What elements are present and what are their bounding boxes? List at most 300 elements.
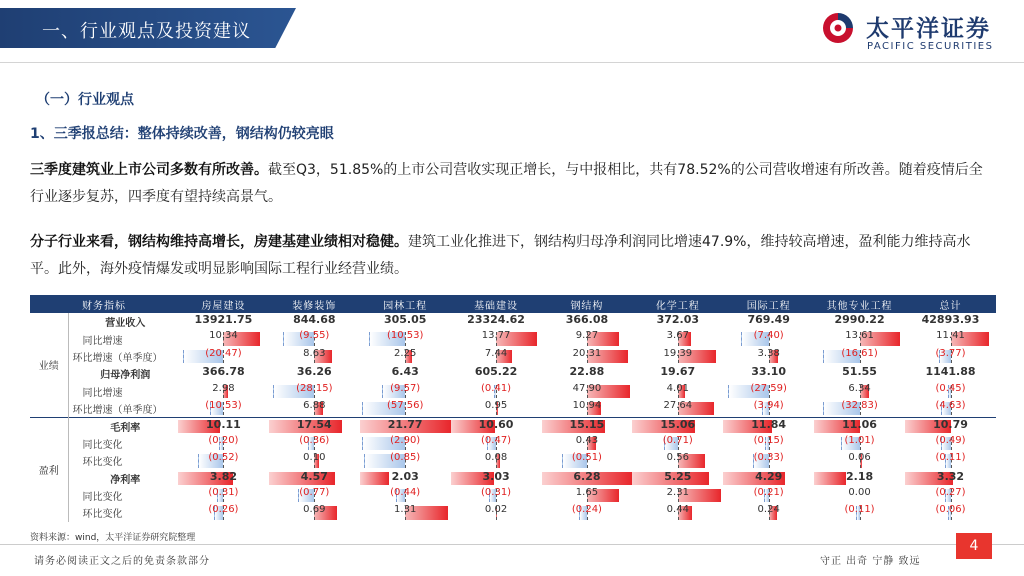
cell-value: (0.44) — [390, 486, 421, 498]
cell-value: 4.57 — [300, 469, 328, 483]
table-cell — [269, 435, 360, 452]
table-cell — [451, 400, 542, 417]
cell-content — [905, 418, 996, 435]
cell-content — [269, 383, 360, 400]
table-header-row — [30, 295, 996, 313]
footer-divider — [0, 544, 1024, 545]
cell-content — [632, 470, 723, 487]
table-cell — [360, 348, 451, 365]
cell-value: (0.71) — [662, 434, 693, 446]
cell-value: 21.77 — [387, 417, 423, 431]
paragraph-1-body: 截至Q3，51.85%的上市公司营收实现正增长，与中报相比，共有78.52%的公司营收增速有所改善。随着疫情后全行业逐步复苏，四季度有望持续高景气。 — [30, 162, 983, 205]
cell-value: 0.95 — [484, 399, 508, 411]
cell-value: 5.25 — [664, 469, 692, 483]
cell-value: 13.61 — [845, 330, 874, 342]
cell-value: (10.53) — [205, 399, 242, 411]
cell-value: (4.63) — [935, 399, 966, 411]
cell-content — [178, 330, 269, 347]
cell-value: 47.90 — [572, 382, 602, 394]
table-cell — [178, 400, 269, 417]
table-cell — [451, 365, 542, 382]
metric-label: 环比变化 — [82, 457, 123, 469]
cell-value: (0.85) — [390, 452, 421, 464]
cell-content — [905, 400, 996, 417]
table-header-cell: 其他专业工程 — [814, 295, 905, 313]
paragraph-1-lead: 三季度建筑业上市公司多数有所改善。 — [30, 162, 268, 178]
cell-content — [542, 383, 633, 400]
table-cell — [360, 313, 451, 330]
table-cell — [269, 365, 360, 382]
cell-content — [451, 418, 542, 435]
cell-content — [905, 487, 996, 504]
disclaimer-note: 请务必阅读正文之后的免责条款部分 — [34, 556, 210, 567]
table-cell — [360, 330, 451, 347]
table-cell — [360, 504, 451, 521]
table-cell — [814, 400, 905, 417]
cell-value: 0.43 — [575, 434, 599, 446]
cell-content — [178, 452, 269, 469]
table-cell — [542, 504, 633, 521]
cell-content — [632, 330, 723, 347]
cell-content — [451, 435, 542, 452]
cell-content — [905, 383, 996, 400]
table-cell — [451, 330, 542, 347]
cell-content — [542, 435, 633, 452]
table-row — [30, 504, 996, 521]
table-cell — [905, 400, 996, 417]
metric-label: 环比增速（单季度） — [72, 352, 163, 364]
cell-content — [451, 330, 542, 347]
cell-value: 0.44 — [666, 504, 689, 516]
cell-value: 9.27 — [575, 330, 599, 342]
table-cell — [905, 365, 996, 382]
cell-value: 51.55 — [842, 365, 877, 379]
table-row — [30, 400, 996, 417]
company-motto: 守正 出奇 宁静 致远 — [820, 556, 921, 567]
cell-value: (28.15) — [296, 382, 333, 394]
table-cell — [632, 365, 723, 382]
table-cell — [723, 417, 814, 434]
cell-content — [542, 330, 633, 347]
financial-table — [30, 295, 996, 522]
table-cell — [723, 383, 814, 400]
cell-content — [451, 487, 542, 504]
table-cell — [542, 435, 633, 452]
cell-content — [269, 313, 360, 330]
table-cell — [905, 417, 996, 434]
table-cell — [723, 487, 814, 504]
table-row — [30, 313, 996, 330]
table-cell — [178, 383, 269, 400]
table-cell — [360, 487, 451, 504]
cell-content — [723, 418, 814, 435]
cell-content — [632, 487, 723, 504]
cell-content — [814, 383, 905, 400]
table-cell — [542, 348, 633, 365]
metric-label: 环比变化 — [82, 509, 123, 521]
cell-content — [269, 348, 360, 365]
cell-value: (0.27) — [935, 486, 966, 498]
cell-value: 3.03 — [482, 469, 510, 483]
cell-value: (0.11) — [844, 504, 875, 516]
table-cell — [269, 504, 360, 521]
cell-value: 6.28 — [573, 469, 601, 483]
cell-content — [814, 470, 905, 487]
logo-english-name: PACIFIC SECURITIES — [867, 41, 994, 52]
cell-value: (0.51) — [571, 452, 602, 464]
cell-value: 23324.62 — [467, 313, 525, 326]
cell-value: 1.65 — [575, 486, 599, 498]
cell-content — [905, 313, 996, 330]
cell-content — [360, 330, 451, 347]
cell-value: 10.79 — [933, 417, 968, 431]
cell-content — [723, 504, 814, 521]
table-cell — [178, 504, 269, 521]
table-cell — [269, 330, 360, 347]
table-cell — [451, 383, 542, 400]
cell-content — [632, 418, 723, 435]
cell-value: (0.36) — [299, 434, 330, 446]
cell-value: 0.06 — [848, 452, 871, 464]
cell-value: 11.84 — [751, 417, 787, 431]
cell-content — [451, 504, 542, 521]
table-row — [30, 435, 996, 452]
cell-value: (9.55) — [299, 330, 330, 342]
metric-label: 同比增速 — [82, 335, 123, 347]
cell-content — [814, 330, 905, 347]
table-header-cell: 房屋建设 — [178, 295, 269, 313]
cell-content — [632, 504, 723, 521]
cell-value: 2.25 — [394, 347, 417, 359]
cell-content — [723, 313, 814, 330]
cell-value: 4.29 — [755, 469, 783, 483]
table-cell — [269, 313, 360, 330]
table-cell — [360, 383, 451, 400]
cell-value: 27.64 — [663, 399, 693, 411]
table-cell — [178, 452, 269, 469]
cell-value: 0.24 — [757, 504, 780, 516]
cell-content — [723, 452, 814, 469]
cell-content — [723, 330, 814, 347]
cell-content — [178, 418, 269, 435]
table-row — [30, 348, 996, 365]
cell-value: 6.34 — [848, 382, 871, 394]
table-cell — [451, 435, 542, 452]
cell-value: 2.18 — [845, 469, 874, 483]
table-cell — [360, 435, 451, 452]
cell-value: (0.33) — [753, 452, 784, 464]
cell-value: 33.10 — [751, 365, 787, 379]
cell-value: 4.01 — [666, 382, 689, 394]
cell-value: 11.06 — [842, 417, 877, 431]
cell-value: 10.94 — [572, 399, 602, 411]
cell-content — [542, 452, 633, 469]
metric-label: 毛利率 — [68, 417, 178, 434]
cell-content — [269, 487, 360, 504]
cell-value: (0.77) — [299, 486, 330, 498]
table-cell — [814, 452, 905, 469]
table-cell — [360, 452, 451, 469]
cell-content — [814, 348, 905, 365]
cell-value: 6.43 — [391, 365, 419, 379]
table-cell — [542, 365, 633, 382]
cell-content — [542, 400, 633, 417]
cell-value: 2990.22 — [834, 313, 885, 326]
table-cell — [178, 330, 269, 347]
table-cell — [178, 435, 269, 452]
cell-content — [905, 452, 996, 469]
row-group-label: 业绩 — [30, 313, 68, 417]
cell-content — [814, 487, 905, 504]
cell-value: 8.63 — [303, 347, 326, 359]
table-row — [30, 452, 996, 469]
cell-value: (0.11) — [935, 452, 966, 464]
table-cell — [360, 400, 451, 417]
cell-value: 372.03 — [656, 313, 700, 326]
cell-value: 0.56 — [666, 452, 689, 464]
cell-value: 2.03 — [391, 469, 419, 483]
header-divider — [0, 62, 1024, 63]
table-header-cell: 化学工程 — [632, 295, 723, 313]
cell-value: (0.31) — [208, 486, 239, 498]
cell-value: 13921.75 — [194, 313, 253, 326]
cell-value: 605.22 — [474, 365, 518, 379]
cell-content — [542, 365, 633, 382]
table-row — [30, 383, 996, 400]
cell-content — [723, 383, 814, 400]
cell-content — [269, 452, 360, 469]
cell-content — [178, 365, 269, 382]
page-number: 4 — [956, 533, 992, 559]
cell-value: 19.39 — [663, 347, 693, 359]
table-cell — [905, 470, 996, 487]
company-logo — [820, 8, 1020, 54]
table-cell — [905, 383, 996, 400]
table-cell — [542, 417, 633, 434]
cell-content — [178, 383, 269, 400]
table-cell — [632, 313, 723, 330]
cell-value: (16.61) — [841, 347, 878, 359]
cell-content — [905, 470, 996, 487]
table-cell — [632, 330, 723, 347]
cell-content — [269, 504, 360, 521]
table-body — [30, 313, 996, 522]
cell-value: (0.20) — [208, 434, 239, 446]
table-cell — [542, 452, 633, 469]
cell-value: 366.78 — [202, 365, 245, 379]
table-header-cell: 装修装饰 — [269, 295, 360, 313]
table-cell — [814, 313, 905, 330]
cell-content — [814, 435, 905, 452]
table-cell — [723, 470, 814, 487]
cell-content — [723, 400, 814, 417]
table-cell — [269, 470, 360, 487]
cell-content — [360, 383, 451, 400]
table-cell — [632, 435, 723, 452]
table-cell — [632, 400, 723, 417]
table-row — [30, 330, 996, 347]
table-header-cell: 总计 — [905, 295, 996, 313]
cell-content — [360, 504, 451, 521]
cell-content — [269, 418, 360, 435]
table-cell — [360, 470, 451, 487]
row-group-label: 盈利 — [30, 417, 68, 521]
cell-content — [360, 470, 451, 487]
cell-value: 0.69 — [303, 504, 326, 516]
cell-content — [360, 365, 451, 382]
table-cell — [632, 487, 723, 504]
cell-value: 42893.93 — [921, 313, 980, 326]
cell-content — [632, 313, 723, 330]
table-cell — [905, 330, 996, 347]
cell-value: 3.32 — [936, 469, 965, 483]
metric-label: 营业收入 — [105, 318, 146, 330]
cell-content — [723, 470, 814, 487]
cell-value: (0.24) — [571, 504, 602, 516]
cell-content — [451, 452, 542, 469]
table-cell — [905, 348, 996, 365]
metric-label: 同比变化 — [82, 492, 123, 504]
table-cell — [451, 348, 542, 365]
table-cell — [451, 504, 542, 521]
cell-content — [178, 348, 269, 365]
cell-content — [178, 400, 269, 417]
table-cell — [451, 487, 542, 504]
table-cell — [814, 383, 905, 400]
cell-value: (3.94) — [753, 399, 784, 411]
cell-content — [360, 313, 451, 330]
paragraph-2-lead: 分子行业来看，钢结构维持高增长，房建基建业绩相对稳健。 — [30, 234, 408, 250]
table-cell — [542, 400, 633, 417]
paragraph-2 — [30, 229, 992, 283]
cell-content — [178, 435, 269, 452]
cell-value: 13.77 — [481, 330, 511, 342]
cell-content — [905, 348, 996, 365]
cell-content — [542, 487, 633, 504]
cell-value: 17.54 — [296, 417, 332, 431]
cell-value: (10.53) — [386, 330, 424, 342]
cell-value: (0.06) — [935, 504, 966, 516]
cell-content — [451, 348, 542, 365]
cell-content — [814, 313, 905, 330]
cell-value: 3.38 — [757, 347, 780, 359]
cell-value: (32.83) — [841, 399, 878, 411]
table-cell — [269, 417, 360, 434]
table-cell — [632, 348, 723, 365]
cell-value: 2.98 — [212, 382, 235, 394]
cell-content — [360, 487, 451, 504]
table-cell — [451, 417, 542, 434]
cell-value: 1.31 — [394, 504, 417, 516]
table-cell — [905, 435, 996, 452]
cell-value: (20.47) — [205, 347, 242, 359]
cell-value: (0.21) — [753, 486, 784, 498]
cell-value: (3.77) — [935, 347, 966, 359]
table-cell — [723, 330, 814, 347]
table-cell — [269, 348, 360, 365]
cell-content — [178, 504, 269, 521]
table-cell — [723, 435, 814, 452]
table-cell — [178, 348, 269, 365]
cell-value: 11.41 — [936, 330, 965, 342]
table-cell — [542, 470, 633, 487]
cell-value: 2.31 — [666, 486, 689, 498]
metric-label: 归母净利润 — [100, 370, 151, 382]
table-header-cell: 园林工程 — [360, 295, 451, 313]
table-row — [30, 365, 996, 382]
table-cell — [269, 487, 360, 504]
table-cell — [723, 348, 814, 365]
table-cell — [632, 470, 723, 487]
cell-value: (0.49) — [935, 434, 966, 446]
table-cell — [814, 504, 905, 521]
cell-value: 22.88 — [569, 365, 605, 379]
table-cell — [451, 452, 542, 469]
cell-value: 6.88 — [303, 399, 326, 411]
cell-value: 1141.88 — [925, 365, 976, 379]
table-cell — [723, 400, 814, 417]
cell-content — [178, 313, 269, 330]
table-cell — [632, 452, 723, 469]
data-source-note: 资料来源：wind，太平洋证券研究院整理 — [30, 533, 196, 543]
table-cell — [905, 313, 996, 330]
metric-label: 环比增速（单季度） — [72, 404, 163, 416]
table-row — [30, 470, 996, 487]
cell-content — [542, 313, 633, 330]
cell-content — [814, 365, 905, 382]
cell-value: (57.56) — [386, 399, 424, 411]
cell-content — [269, 365, 360, 382]
cell-value: 20.31 — [572, 347, 602, 359]
cell-content — [723, 435, 814, 452]
data-bar — [360, 472, 389, 485]
cell-content — [542, 504, 633, 521]
cell-content — [360, 400, 451, 417]
table-cell — [632, 504, 723, 521]
cell-content — [269, 330, 360, 347]
cell-value: 15.15 — [569, 417, 605, 431]
cell-content — [451, 313, 542, 330]
cell-value: 305.05 — [383, 313, 427, 326]
cell-content — [814, 418, 905, 435]
metric-label: 净利率 — [110, 474, 141, 486]
table-cell — [178, 365, 269, 382]
page-title: 一、行业观点及投资建议 — [42, 21, 251, 42]
table-cell — [451, 470, 542, 487]
cell-value: 3.82 — [209, 469, 237, 483]
table-cell — [178, 470, 269, 487]
data-bar — [814, 472, 846, 485]
cell-content — [269, 470, 360, 487]
metric-label: 同比增速 — [82, 387, 123, 399]
cell-value: 19.67 — [660, 365, 696, 379]
table-cell — [905, 487, 996, 504]
cell-content — [269, 400, 360, 417]
table-cell — [632, 383, 723, 400]
cell-content — [269, 435, 360, 452]
table-cell — [542, 383, 633, 400]
table-row — [30, 417, 996, 434]
cell-value: (27.59) — [750, 382, 787, 394]
table-cell — [814, 435, 905, 452]
cell-value: (0.52) — [208, 452, 239, 464]
cell-content — [178, 470, 269, 487]
cell-value: (1.01) — [844, 434, 875, 446]
cell-value: 366.08 — [565, 313, 609, 326]
cell-value: (2.90) — [390, 434, 421, 446]
cell-value: 0.10 — [303, 452, 326, 464]
cell-content — [542, 418, 633, 435]
